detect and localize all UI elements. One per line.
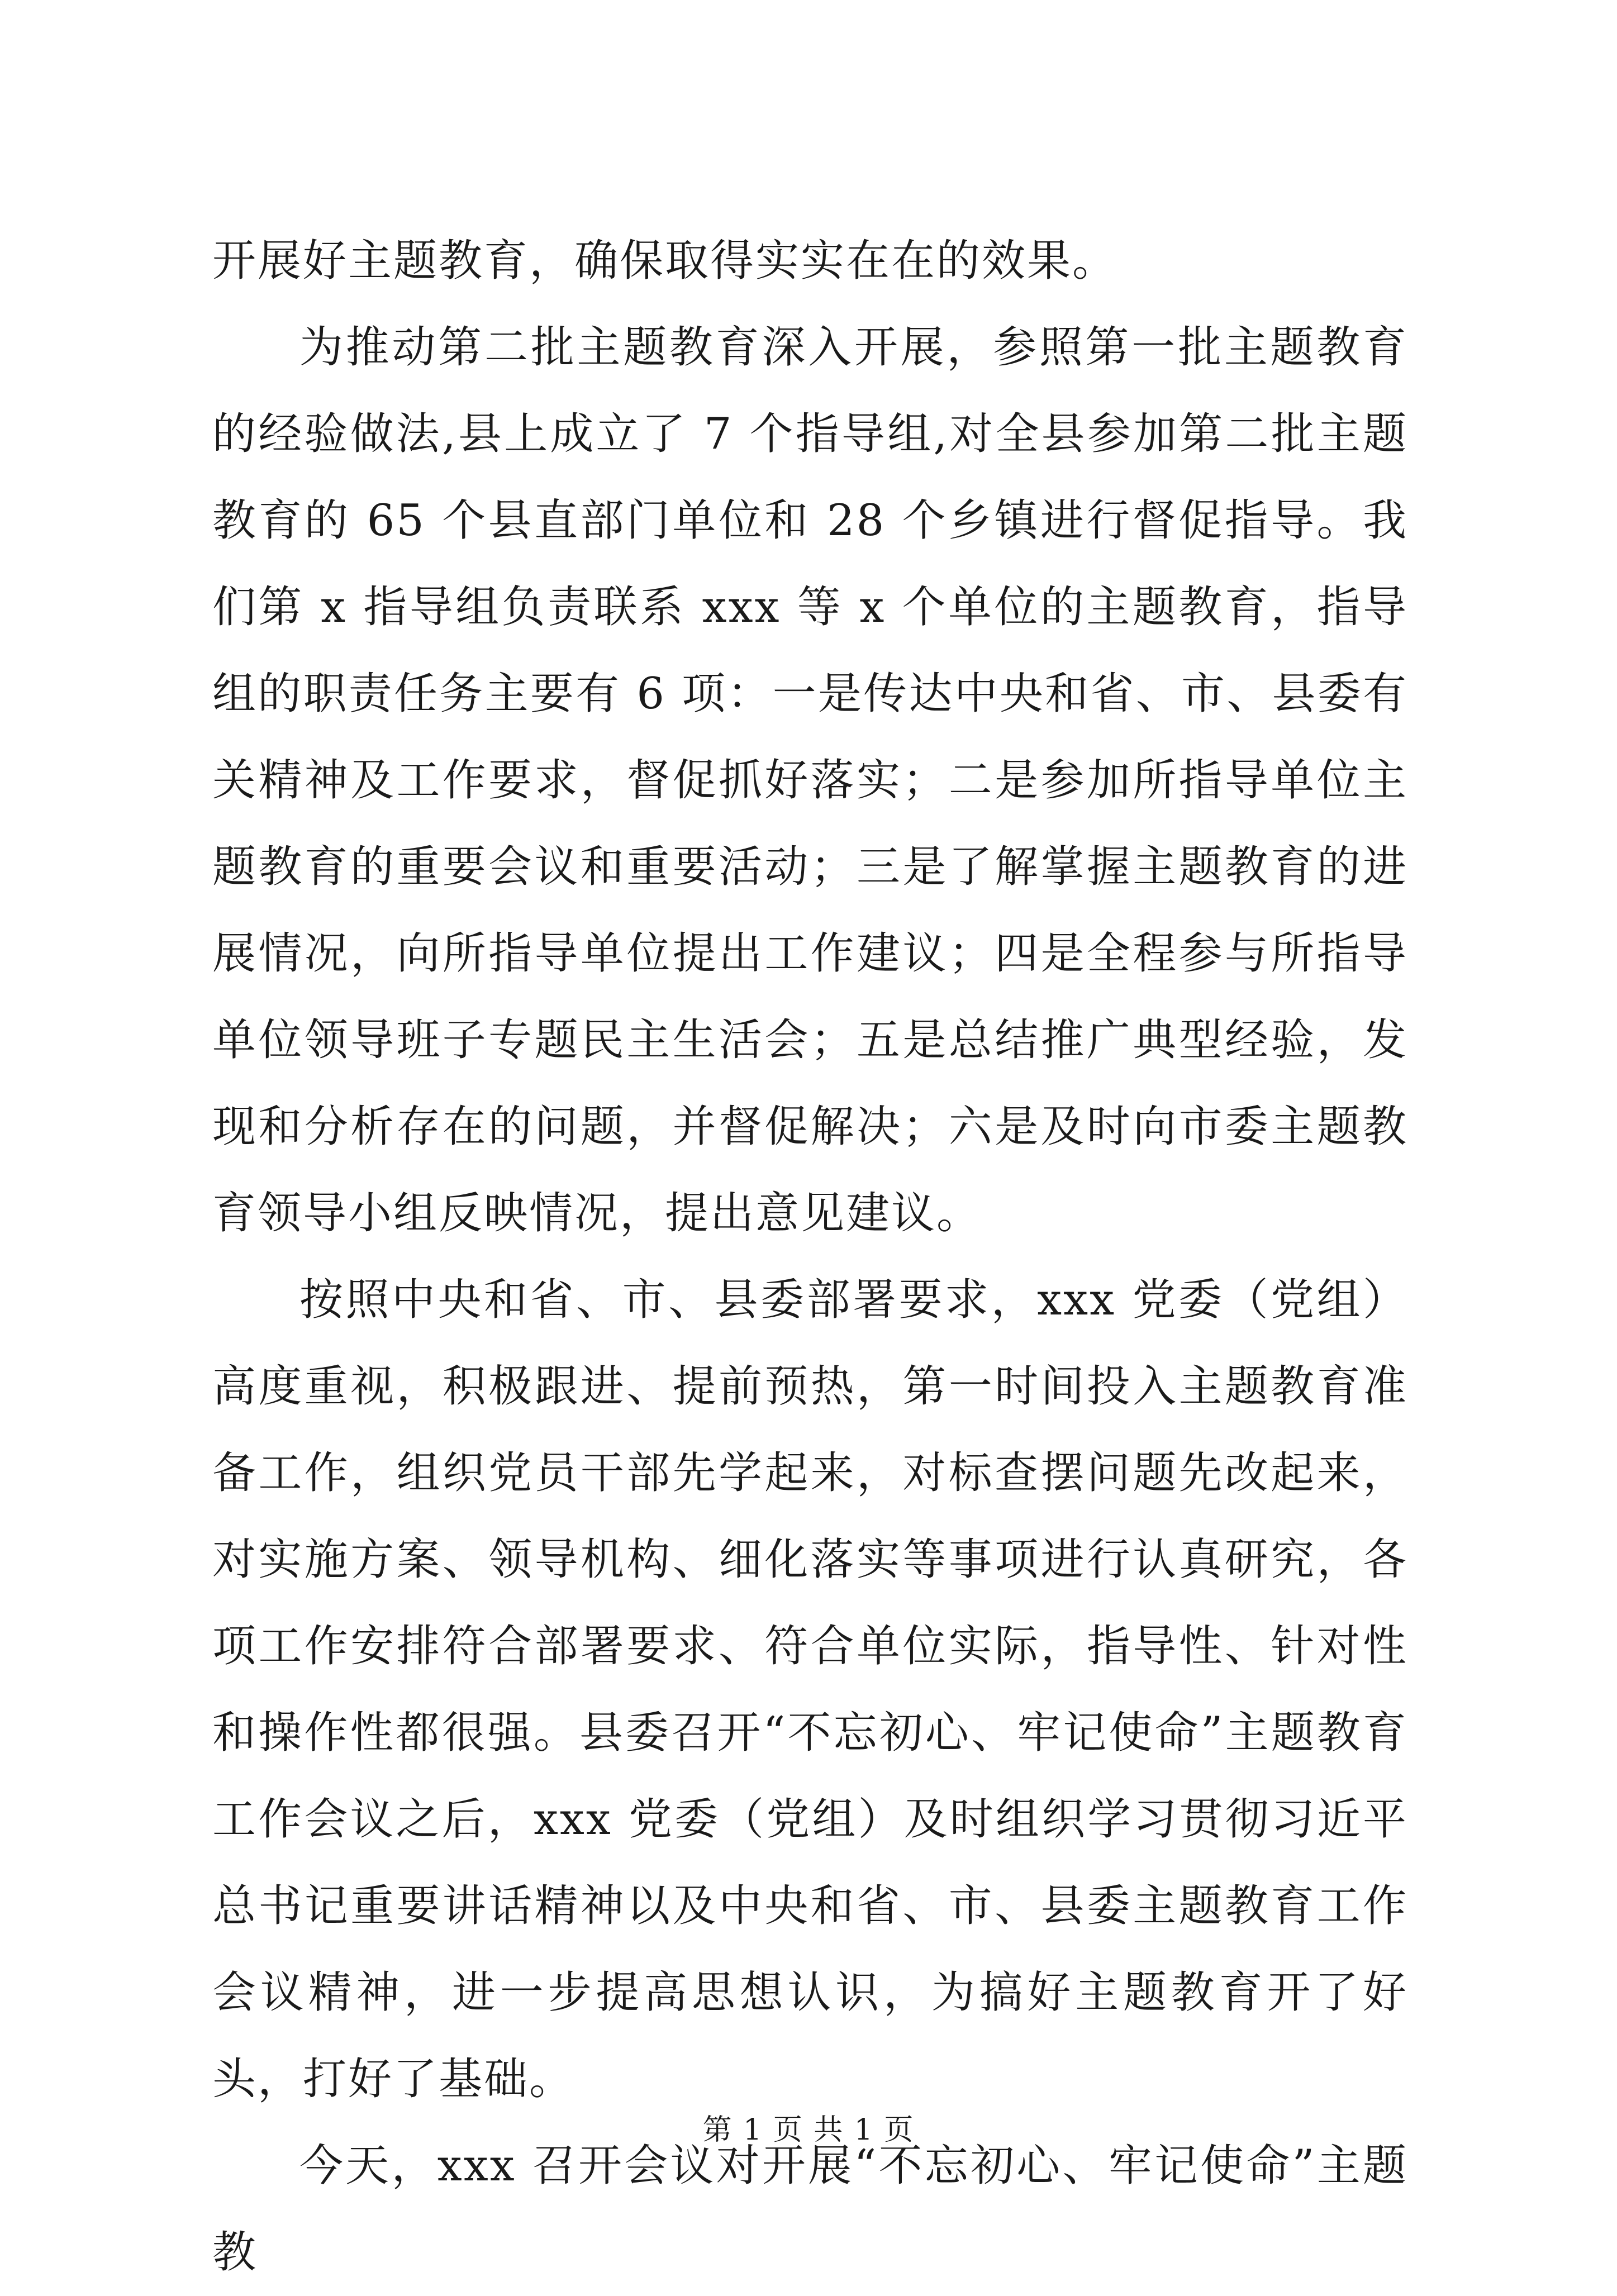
page-footer: 第 1 页 共 1 页	[702, 2113, 915, 2147]
paragraph-continuation: 开展好主题教育，确保取得实实在在的效果。	[212, 236, 1118, 286]
paragraph-guidance-groups: 为推动第二批主题教育深入开展，参照第一批主题教育的经验做法,县上成立了 7 个指导组,对全县参加第二批主题教育的 65 个县直部门单位和 28 个乡镇进行督促指导。我们第 x 指导组负责联系 xxx 等 x 个单位的主题教育，指导组的职责任务主要有 6 项：一是传达中央和省、市、县委有关精神及工作要求，督促抓好落实；二是参加所指导单位主题教育的重要会议和重要活动；三是了解掌握主题教育的进展情况，向所指导单位提出工作建议；四是全程参与所指导单位领导班子专题民主生活会；五是总结推广典型经验，发现和分析存在的问题，并督促解决；六是及时向市委主题教育领导小组反映情况，提出意见建议。	[212, 322, 1408, 1238]
document-body	[212, 218, 1408, 2296]
paragraph-today-meeting: 今天，xxx 召开会议对开展“不忘初心、牢记使命”主题教	[212, 2141, 1408, 2278]
paragraph-party-committee: 按照中央和省、市、县委部署要求，xxx 党委（党组）高度重视，积极跟进、提前预热，第一时间投入主题教育准备工作，组织党员干部先学起来，对标查摆问题先改起来，对实施方案、领导机构、细化落实等事项进行认真研究，各项工作安排符合部署要求、符合单位实际，指导性、针对性和操作性都很强。县委召开“不忘初心、牢记使命”主题教育工作会议之后，xxx 党委（党组）及时组织学习贯彻习近平总书记重要讲话精神以及中央和省、市、县委主题教育工作会议精神，进一步提高思想认识，为搞好主题教育开了好头，打好了基础。	[212, 1275, 1408, 2104]
